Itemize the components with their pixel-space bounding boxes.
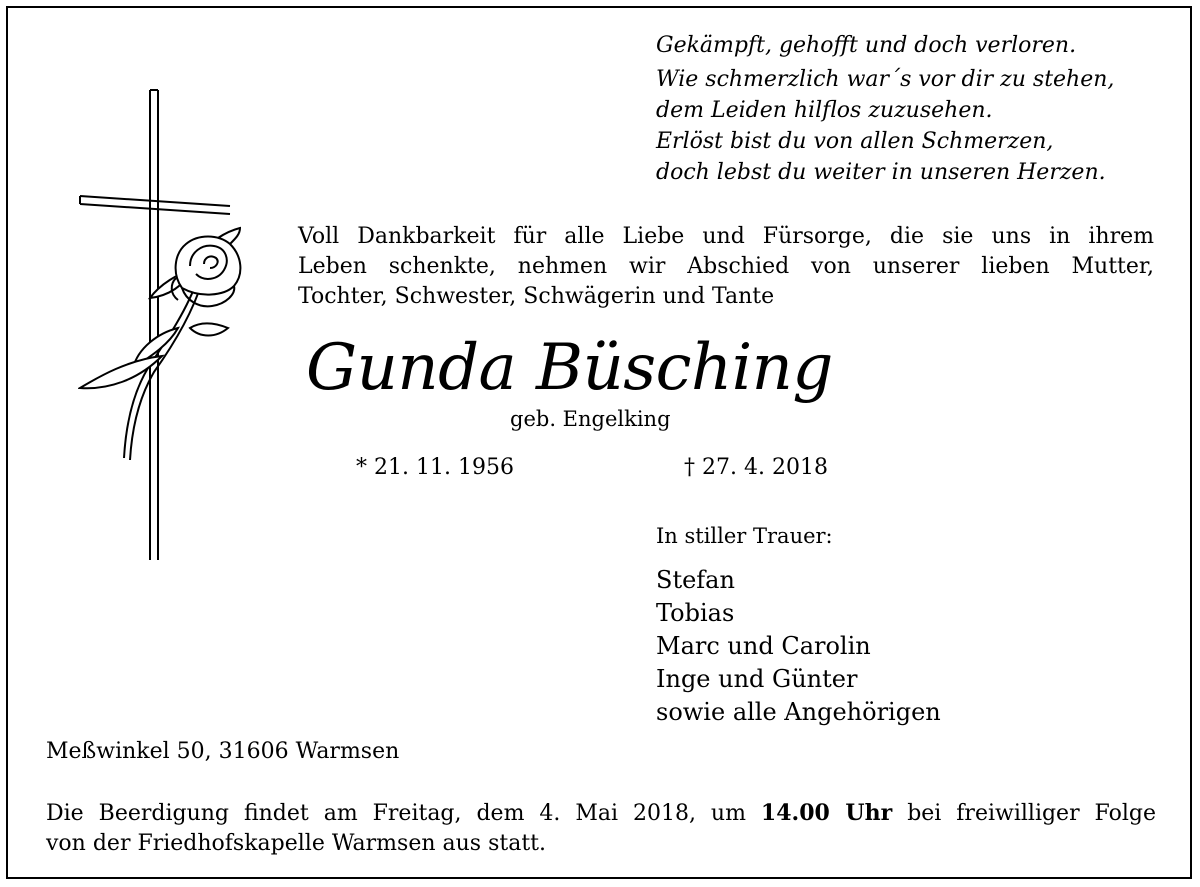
deceased-name: Gunda Büsching: [306, 331, 833, 405]
poem: [656, 30, 1176, 188]
funeral-line-2: von der Friedhofskapelle Warmsen aus statt.: [46, 831, 547, 856]
mourner-name: Inge und Günter: [656, 665, 858, 693]
mourner-name: Marc und Carolin: [656, 632, 871, 660]
poem-line: doch lebst du weiter in unseren Herzen.: [656, 160, 1106, 185]
funeral-text: bei freiwilliger Folge: [907, 801, 1156, 826]
birth-date: * 21. 11. 1956: [356, 455, 514, 480]
mourning-label: In stiller Trauer:: [656, 524, 833, 548]
address: Meßwinkel 50, 31606 Warmsen: [46, 739, 400, 764]
intro-line: Voll Dankbarkeit für alle Liebe und Fürsorge, die sie uns in ihrem: [298, 224, 1154, 249]
poem-line: dem Leiden hilflos zuzusehen.: [656, 98, 993, 123]
funeral-time: 14.00 Uhr: [760, 800, 893, 826]
funeral-text: Die Beerdigung findet am Freitag, dem 4. Mai 2018, um: [46, 801, 746, 826]
mourners-list: [656, 564, 941, 729]
intro-line: Leben schenkte, nehmen wir Abschied von unserer lieben Mutter,: [298, 254, 1154, 279]
death-date: † 27. 4. 2018: [684, 455, 828, 480]
intro-text: [298, 222, 1154, 312]
mourner-name: Stefan: [656, 566, 735, 594]
funeral-line-1: [46, 798, 1156, 829]
intro-line: Tochter, Schwester, Schwägerin und Tante: [298, 284, 775, 309]
mourner-name: Tobias: [656, 599, 735, 627]
mourner-name: sowie alle Angehörigen: [656, 698, 941, 726]
poem-line: Erlöst bist du von allen Schmerzen,: [656, 129, 1054, 154]
maiden-name: geb. Engelking: [510, 407, 671, 431]
funeral-notice: [46, 798, 1156, 859]
cross-with-rose-icon: [78, 88, 258, 572]
poem-line: Gekämpft, gehofft und doch verloren.: [656, 33, 1077, 58]
poem-line: Wie schmerzlich war´s vor dir zu stehen,: [656, 67, 1115, 92]
